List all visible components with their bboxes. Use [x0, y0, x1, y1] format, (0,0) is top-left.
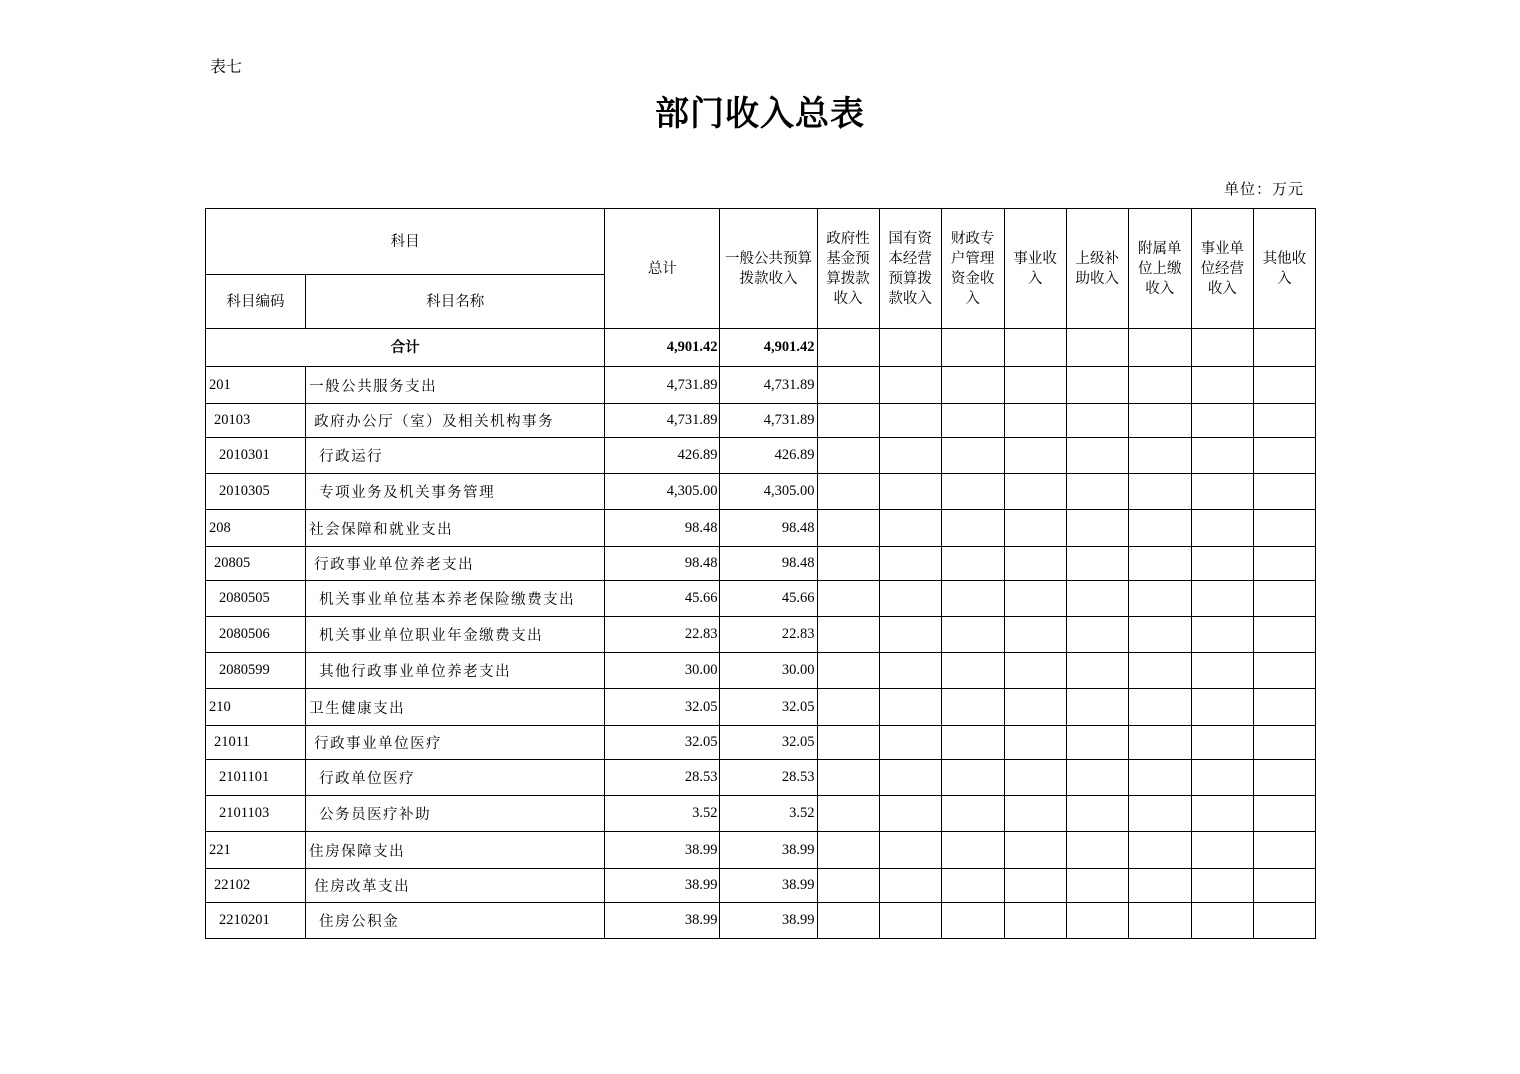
empty-cell	[879, 726, 941, 760]
empty-cell	[941, 869, 1004, 903]
empty-cell	[879, 617, 941, 653]
empty-cell	[1253, 653, 1315, 689]
empty-cell	[1253, 404, 1315, 438]
row-general-budget: 22.83	[720, 617, 817, 653]
row-general-budget: 45.66	[720, 581, 817, 617]
header-other-income: 其他收入	[1253, 209, 1315, 329]
empty-cell	[1066, 796, 1128, 832]
empty-cell	[1253, 832, 1315, 869]
row-total: 4,305.00	[605, 474, 720, 510]
empty-cell	[1253, 581, 1315, 617]
row-general-budget: 4,731.89	[720, 404, 817, 438]
row-code: 208	[206, 510, 306, 547]
page-title: 部门收入总表	[655, 94, 865, 134]
empty-cell	[1128, 510, 1191, 547]
empty-cell	[1066, 760, 1128, 796]
row-total: 38.99	[605, 903, 720, 939]
table-row	[206, 474, 1316, 510]
row-total: 3.52	[605, 796, 720, 832]
row-total: 28.53	[605, 760, 720, 796]
empty-cell	[1128, 726, 1191, 760]
empty-cell	[817, 689, 879, 726]
empty-cell	[879, 547, 941, 581]
empty-cell	[1066, 726, 1128, 760]
table-row	[206, 510, 1316, 547]
empty-cell	[1191, 760, 1253, 796]
empty-cell	[1066, 903, 1128, 939]
row-name: 公务员医疗补助	[306, 796, 605, 832]
income-table	[205, 208, 1316, 939]
empty-cell	[1191, 726, 1253, 760]
row-name: 社会保障和就业支出	[306, 510, 605, 547]
table-row	[206, 581, 1316, 617]
row-name: 专项业务及机关事务管理	[306, 474, 605, 510]
empty-cell	[1066, 832, 1128, 869]
row-name: 住房保障支出	[306, 832, 605, 869]
table-row	[206, 832, 1316, 869]
empty-cell	[1191, 474, 1253, 510]
row-total: 426.89	[605, 438, 720, 474]
total-row	[206, 329, 1316, 367]
table-row	[206, 726, 1316, 760]
empty-cell	[817, 581, 879, 617]
header-operating-income: 事业单位经营收入	[1191, 209, 1253, 329]
row-code: 2010305	[206, 474, 306, 510]
empty-cell	[817, 760, 879, 796]
empty-cell	[1191, 653, 1253, 689]
empty-cell	[1004, 726, 1066, 760]
header-superior-subsidy: 上级补助收入	[1066, 209, 1128, 329]
empty-cell	[817, 832, 879, 869]
row-total: 38.99	[605, 832, 720, 869]
empty-cell	[1191, 367, 1253, 404]
empty-cell	[1253, 796, 1315, 832]
empty-cell	[941, 474, 1004, 510]
empty-cell	[941, 653, 1004, 689]
empty-cell	[1128, 404, 1191, 438]
header-special-account: 财政专户管理资金收入	[941, 209, 1004, 329]
row-total: 22.83	[605, 617, 720, 653]
row-code: 21011	[206, 726, 306, 760]
header-code: 科目编码	[206, 275, 306, 329]
empty-cell	[1128, 367, 1191, 404]
empty-cell	[1004, 329, 1066, 367]
empty-cell	[1004, 903, 1066, 939]
total-label: 合计	[206, 329, 605, 367]
row-name: 行政事业单位养老支出	[306, 547, 605, 581]
empty-cell	[1004, 653, 1066, 689]
empty-cell	[817, 367, 879, 404]
row-total: 4,731.89	[605, 404, 720, 438]
empty-cell	[1004, 832, 1066, 869]
row-code: 2080506	[206, 617, 306, 653]
row-general-budget: 3.52	[720, 796, 817, 832]
row-total: 4,731.89	[605, 367, 720, 404]
row-general-budget: 426.89	[720, 438, 817, 474]
empty-cell	[1191, 329, 1253, 367]
row-name: 行政事业单位医疗	[306, 726, 605, 760]
empty-cell	[1066, 869, 1128, 903]
header-subject: 科目	[206, 209, 605, 275]
empty-cell	[1004, 581, 1066, 617]
header-gov-fund: 政府性基金预算拨款收入	[817, 209, 879, 329]
row-general-budget: 4,731.89	[720, 367, 817, 404]
empty-cell	[1128, 329, 1191, 367]
table-row	[206, 617, 1316, 653]
table-row	[206, 760, 1316, 796]
unit-label: 单位：万元	[1224, 180, 1305, 198]
empty-cell	[1253, 547, 1315, 581]
empty-cell	[1253, 438, 1315, 474]
empty-cell	[1253, 510, 1315, 547]
empty-cell	[1128, 438, 1191, 474]
row-code: 2210201	[206, 903, 306, 939]
header-name: 科目名称	[306, 275, 605, 329]
empty-cell	[817, 796, 879, 832]
row-general-budget: 32.05	[720, 689, 817, 726]
empty-cell	[1128, 832, 1191, 869]
empty-cell	[817, 404, 879, 438]
empty-cell	[1066, 438, 1128, 474]
row-total: 45.66	[605, 581, 720, 617]
empty-cell	[1128, 581, 1191, 617]
empty-cell	[941, 329, 1004, 367]
row-name: 行政单位医疗	[306, 760, 605, 796]
empty-cell	[1191, 903, 1253, 939]
row-general-budget: 28.53	[720, 760, 817, 796]
row-name: 机关事业单位基本养老保险缴费支出	[306, 581, 605, 617]
empty-cell	[1191, 438, 1253, 474]
empty-cell	[879, 903, 941, 939]
row-code: 221	[206, 832, 306, 869]
empty-cell	[817, 329, 879, 367]
header-affiliated-payment: 附属单位上缴收入	[1128, 209, 1191, 329]
empty-cell	[1128, 617, 1191, 653]
empty-cell	[1004, 760, 1066, 796]
table-row	[206, 404, 1316, 438]
row-code: 2101101	[206, 760, 306, 796]
row-general-budget: 98.48	[720, 510, 817, 547]
empty-cell	[1253, 367, 1315, 404]
empty-cell	[1191, 581, 1253, 617]
table-number: 表七	[210, 57, 243, 76]
table-row	[206, 367, 1316, 404]
empty-cell	[879, 869, 941, 903]
empty-cell	[1128, 869, 1191, 903]
empty-cell	[1128, 903, 1191, 939]
header-state-capital: 国有资本经营预算拨款收入	[879, 209, 941, 329]
empty-cell	[1253, 689, 1315, 726]
empty-cell	[817, 510, 879, 547]
table-row	[206, 653, 1316, 689]
empty-cell	[941, 760, 1004, 796]
empty-cell	[879, 438, 941, 474]
empty-cell	[941, 547, 1004, 581]
header-business-income: 事业收入	[1004, 209, 1066, 329]
empty-cell	[817, 547, 879, 581]
empty-cell	[879, 832, 941, 869]
row-total: 38.99	[605, 869, 720, 903]
empty-cell	[1253, 617, 1315, 653]
empty-cell	[1066, 510, 1128, 547]
empty-cell	[879, 796, 941, 832]
empty-cell	[879, 329, 941, 367]
empty-cell	[1066, 581, 1128, 617]
empty-cell	[941, 510, 1004, 547]
total-general-budget: 4,901.42	[720, 329, 817, 367]
row-general-budget: 98.48	[720, 547, 817, 581]
empty-cell	[1066, 617, 1128, 653]
empty-cell	[941, 438, 1004, 474]
empty-cell	[1128, 689, 1191, 726]
empty-cell	[817, 869, 879, 903]
row-general-budget: 38.99	[720, 903, 817, 939]
empty-cell	[1066, 404, 1128, 438]
empty-cell	[1191, 510, 1253, 547]
row-code: 20805	[206, 547, 306, 581]
empty-cell	[1004, 510, 1066, 547]
header-general-budget: 一般公共预算拨款收入	[720, 209, 817, 329]
row-code: 2080599	[206, 653, 306, 689]
row-code: 2080505	[206, 581, 306, 617]
empty-cell	[817, 438, 879, 474]
row-code: 22102	[206, 869, 306, 903]
empty-cell	[1191, 547, 1253, 581]
empty-cell	[879, 653, 941, 689]
empty-cell	[941, 404, 1004, 438]
empty-cell	[879, 474, 941, 510]
row-total: 30.00	[605, 653, 720, 689]
empty-cell	[817, 474, 879, 510]
row-name: 一般公共服务支出	[306, 367, 605, 404]
empty-cell	[1128, 760, 1191, 796]
empty-cell	[1253, 760, 1315, 796]
table-row	[206, 547, 1316, 581]
empty-cell	[1066, 547, 1128, 581]
row-general-budget: 32.05	[720, 726, 817, 760]
empty-cell	[1004, 869, 1066, 903]
empty-cell	[817, 617, 879, 653]
empty-cell	[817, 903, 879, 939]
empty-cell	[1004, 689, 1066, 726]
empty-cell	[1004, 547, 1066, 581]
empty-cell	[1066, 474, 1128, 510]
table-row	[206, 689, 1316, 726]
row-total: 98.48	[605, 510, 720, 547]
empty-cell	[879, 367, 941, 404]
empty-cell	[941, 726, 1004, 760]
empty-cell	[817, 726, 879, 760]
empty-cell	[941, 796, 1004, 832]
empty-cell	[1066, 329, 1128, 367]
empty-cell	[941, 581, 1004, 617]
empty-cell	[1253, 474, 1315, 510]
total-sum: 4,901.42	[605, 329, 720, 367]
row-code: 210	[206, 689, 306, 726]
empty-cell	[1191, 689, 1253, 726]
row-name: 其他行政事业单位养老支出	[306, 653, 605, 689]
row-code: 201	[206, 367, 306, 404]
empty-cell	[941, 689, 1004, 726]
empty-cell	[1253, 726, 1315, 760]
row-name: 住房改革支出	[306, 869, 605, 903]
empty-cell	[879, 404, 941, 438]
row-name: 卫生健康支出	[306, 689, 605, 726]
empty-cell	[1004, 404, 1066, 438]
row-general-budget: 4,305.00	[720, 474, 817, 510]
empty-cell	[1066, 367, 1128, 404]
row-code: 20103	[206, 404, 306, 438]
empty-cell	[1191, 617, 1253, 653]
table-row	[206, 903, 1316, 939]
empty-cell	[1253, 903, 1315, 939]
empty-cell	[1191, 404, 1253, 438]
table-row	[206, 869, 1316, 903]
empty-cell	[1128, 653, 1191, 689]
row-total: 32.05	[605, 726, 720, 760]
row-name: 行政运行	[306, 438, 605, 474]
empty-cell	[1191, 869, 1253, 903]
empty-cell	[941, 617, 1004, 653]
empty-cell	[1128, 474, 1191, 510]
empty-cell	[1191, 796, 1253, 832]
empty-cell	[1253, 869, 1315, 903]
empty-cell	[1004, 474, 1066, 510]
row-name: 政府办公厅（室）及相关机构事务	[306, 404, 605, 438]
table-row	[206, 438, 1316, 474]
empty-cell	[941, 903, 1004, 939]
row-code: 2101103	[206, 796, 306, 832]
empty-cell	[879, 510, 941, 547]
row-name: 机关事业单位职业年金缴费支出	[306, 617, 605, 653]
header-total: 总计	[605, 209, 720, 329]
empty-cell	[817, 653, 879, 689]
row-code: 2010301	[206, 438, 306, 474]
empty-cell	[1066, 653, 1128, 689]
empty-cell	[879, 760, 941, 796]
row-total: 32.05	[605, 689, 720, 726]
empty-cell	[1004, 617, 1066, 653]
empty-cell	[1128, 547, 1191, 581]
empty-cell	[879, 689, 941, 726]
row-general-budget: 38.99	[720, 832, 817, 869]
empty-cell	[1004, 438, 1066, 474]
row-general-budget: 30.00	[720, 653, 817, 689]
table-row	[206, 796, 1316, 832]
empty-cell	[1191, 832, 1253, 869]
row-total: 98.48	[605, 547, 720, 581]
empty-cell	[1004, 796, 1066, 832]
empty-cell	[879, 581, 941, 617]
empty-cell	[941, 367, 1004, 404]
empty-cell	[1004, 367, 1066, 404]
empty-cell	[941, 832, 1004, 869]
empty-cell	[1066, 689, 1128, 726]
row-name: 住房公积金	[306, 903, 605, 939]
empty-cell	[1128, 796, 1191, 832]
row-general-budget: 38.99	[720, 869, 817, 903]
empty-cell	[1253, 329, 1315, 367]
